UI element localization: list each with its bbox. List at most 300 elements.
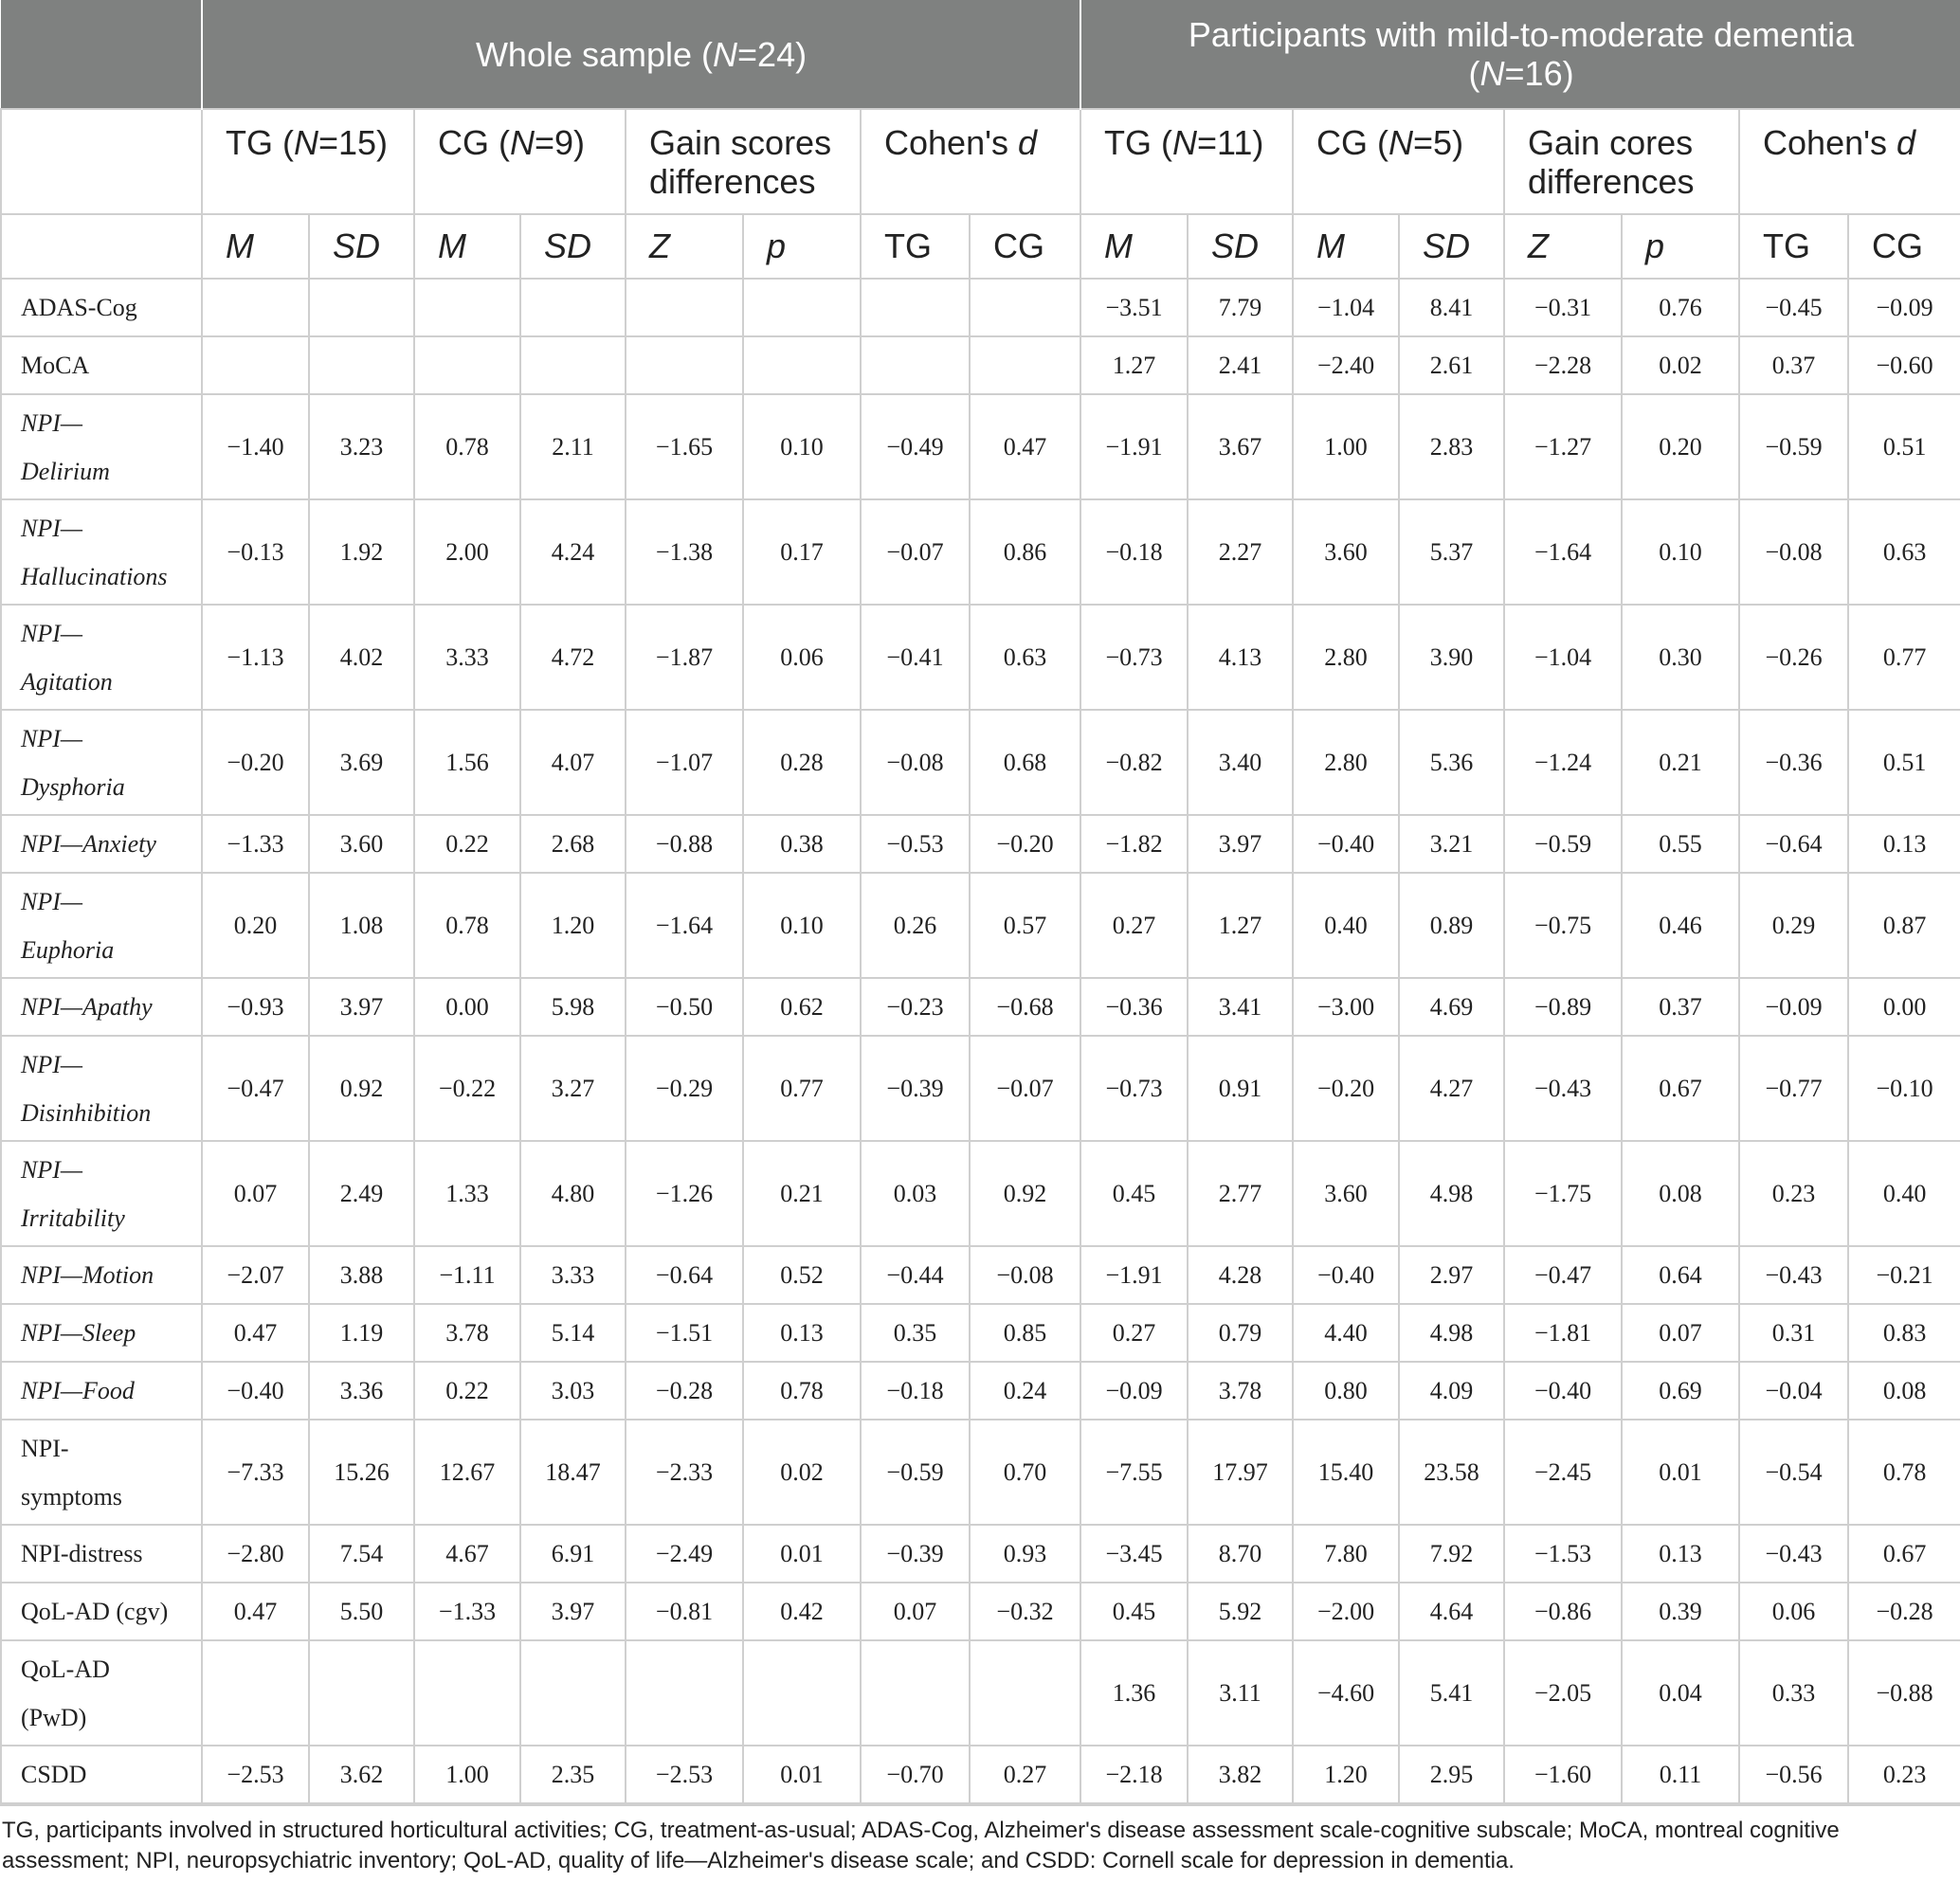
value-cell	[861, 279, 970, 336]
value-cell: 0.20	[1622, 394, 1739, 499]
value-cell: 1.00	[1293, 394, 1399, 499]
blank-subheader	[1, 109, 202, 214]
value-cell: −0.08	[861, 710, 970, 815]
value-cell: 6.91	[520, 1525, 626, 1583]
table-row	[1, 394, 1960, 499]
subheader-cg-mild: CG (N=5)	[1293, 109, 1504, 214]
row-label	[1, 1420, 202, 1525]
value-cell: −0.44	[861, 1246, 970, 1304]
value-cell	[309, 336, 414, 394]
row-label-line: NPI—Sleep	[21, 1319, 136, 1347]
value-cell: 0.07	[202, 1141, 309, 1246]
value-cell: −2.40	[1293, 336, 1399, 394]
value-cell: 3.21	[1399, 815, 1504, 873]
value-cell: 3.97	[520, 1583, 626, 1640]
value-cell: −3.51	[1080, 279, 1188, 336]
metric-header: SD	[520, 214, 626, 279]
value-cell	[970, 279, 1080, 336]
value-cell: 4.69	[1399, 978, 1504, 1036]
value-cell: −7.55	[1080, 1420, 1188, 1525]
value-cell: 2.35	[520, 1746, 626, 1803]
value-cell	[520, 336, 626, 394]
value-cell: 5.98	[520, 978, 626, 1036]
value-cell: 0.02	[743, 1420, 861, 1525]
value-cell: 0.17	[743, 499, 861, 605]
value-cell: 1.36	[1080, 1640, 1188, 1746]
value-cell: −0.41	[861, 605, 970, 710]
value-cell: 0.78	[743, 1362, 861, 1420]
group-header-mild: Participants with mild-to-moderate dementia (N=16)	[1080, 0, 1960, 109]
value-cell: −0.43	[1739, 1246, 1848, 1304]
value-cell: 0.06	[743, 605, 861, 710]
value-cell: −1.27	[1504, 394, 1622, 499]
value-cell: 0.10	[743, 394, 861, 499]
value-cell: −0.20	[202, 710, 309, 815]
row-label	[1, 1304, 202, 1362]
footnote-line-2: assessment; NPI, neuropsychiatric inventory; QoL-AD, quality of life—Alzheimer's disease scale; and CSDD: Cornell scale for depression in dementia.	[2, 1848, 1515, 1873]
value-cell: −3.00	[1293, 978, 1399, 1036]
value-cell: 0.10	[1622, 499, 1739, 605]
value-cell: −1.91	[1080, 394, 1188, 499]
value-cell: −2.49	[626, 1525, 743, 1583]
value-cell: 3.97	[1188, 815, 1293, 873]
value-cell: 0.67	[1622, 1036, 1739, 1141]
value-cell: −0.04	[1739, 1362, 1848, 1420]
value-cell: −0.40	[1504, 1362, 1622, 1420]
row-label-line: NPI—	[21, 514, 82, 542]
value-cell: 0.27	[1080, 1304, 1188, 1362]
value-cell: −0.59	[1739, 394, 1848, 499]
value-cell	[861, 336, 970, 394]
metric-header: M	[414, 214, 520, 279]
value-cell: 0.00	[1848, 978, 1960, 1036]
blank-metric	[1, 214, 202, 279]
value-cell: 2.00	[414, 499, 520, 605]
value-cell: 5.14	[520, 1304, 626, 1362]
value-cell: −0.49	[861, 394, 970, 499]
value-cell: 1.33	[414, 1141, 520, 1246]
value-cell: 0.21	[1622, 710, 1739, 815]
value-cell: −0.31	[1504, 279, 1622, 336]
value-cell	[861, 1640, 970, 1746]
value-cell: −0.26	[1739, 605, 1848, 710]
value-cell: 0.70	[970, 1420, 1080, 1525]
value-cell: 0.80	[1293, 1362, 1399, 1420]
table-row	[1, 1583, 1960, 1640]
table-row	[1, 336, 1960, 394]
value-cell: 0.85	[970, 1304, 1080, 1362]
value-cell: −1.75	[1504, 1141, 1622, 1246]
row-label	[1, 336, 202, 394]
row-label-line: Dysphoria	[21, 772, 125, 801]
value-cell: 15.40	[1293, 1420, 1399, 1525]
metric-header: M	[202, 214, 309, 279]
row-label-line: NPI—Anxiety	[21, 830, 156, 858]
value-cell: −0.29	[626, 1036, 743, 1141]
value-cell: 3.60	[309, 815, 414, 873]
value-cell: −1.07	[626, 710, 743, 815]
value-cell: 3.11	[1188, 1640, 1293, 1746]
value-cell: 0.40	[1848, 1141, 1960, 1246]
value-cell: −0.43	[1739, 1525, 1848, 1583]
metric-header: TG	[861, 214, 970, 279]
value-cell: 3.03	[520, 1362, 626, 1420]
value-cell: 0.04	[1622, 1640, 1739, 1746]
row-label	[1, 499, 202, 605]
value-cell: 0.27	[1080, 873, 1188, 978]
value-cell: 0.91	[1188, 1036, 1293, 1141]
value-cell: 2.49	[309, 1141, 414, 1246]
value-cell: 23.58	[1399, 1420, 1504, 1525]
value-cell	[414, 1640, 520, 1746]
value-cell: 2.95	[1399, 1746, 1504, 1803]
value-cell: 5.50	[309, 1583, 414, 1640]
value-cell: 1.20	[1293, 1746, 1399, 1803]
value-cell: 0.06	[1739, 1583, 1848, 1640]
value-cell: −0.82	[1080, 710, 1188, 815]
value-cell: 0.68	[970, 710, 1080, 815]
value-cell: 0.08	[1848, 1362, 1960, 1420]
value-cell: 3.97	[309, 978, 414, 1036]
value-cell: −1.82	[1080, 815, 1188, 873]
value-cell: 0.79	[1188, 1304, 1293, 1362]
value-cell: 1.27	[1188, 873, 1293, 978]
value-cell: 2.77	[1188, 1141, 1293, 1246]
row-label	[1, 1746, 202, 1803]
value-cell: 3.69	[309, 710, 414, 815]
value-cell: 0.40	[1293, 873, 1399, 978]
row-label-line: NPI—	[21, 724, 82, 752]
value-cell: −2.05	[1504, 1640, 1622, 1746]
table-row	[1, 978, 1960, 1036]
row-label	[1, 1525, 202, 1583]
value-cell: 0.86	[970, 499, 1080, 605]
value-cell: −0.64	[1739, 815, 1848, 873]
value-cell	[970, 336, 1080, 394]
value-cell: 4.28	[1188, 1246, 1293, 1304]
value-cell: 12.67	[414, 1420, 520, 1525]
value-cell: 3.60	[1293, 499, 1399, 605]
row-label-line: QoL-AD (cgv)	[21, 1598, 169, 1625]
value-cell	[626, 1640, 743, 1746]
value-cell: 8.41	[1399, 279, 1504, 336]
value-cell: 0.13	[743, 1304, 861, 1362]
value-cell: −0.81	[626, 1583, 743, 1640]
metric-header: SD	[309, 214, 414, 279]
value-cell: −1.11	[414, 1246, 520, 1304]
value-cell	[626, 336, 743, 394]
value-cell	[414, 336, 520, 394]
value-cell	[520, 1640, 626, 1746]
value-cell: −0.40	[1293, 1246, 1399, 1304]
row-label-line: (PwD)	[21, 1703, 87, 1731]
value-cell: 0.26	[861, 873, 970, 978]
value-cell: −0.56	[1739, 1746, 1848, 1803]
row-label	[1, 1246, 202, 1304]
value-cell: 0.78	[1848, 1420, 1960, 1525]
value-cell: −0.75	[1504, 873, 1622, 978]
value-cell: 0.31	[1739, 1304, 1848, 1362]
value-cell: −1.38	[626, 499, 743, 605]
value-cell: −1.13	[202, 605, 309, 710]
value-cell: −2.18	[1080, 1746, 1188, 1803]
metric-header: CG	[970, 214, 1080, 279]
table-row	[1, 499, 1960, 605]
value-cell: 7.54	[309, 1525, 414, 1583]
value-cell: 0.39	[1622, 1583, 1739, 1640]
value-cell: 1.56	[414, 710, 520, 815]
value-cell: −0.09	[1848, 279, 1960, 336]
value-cell: 0.47	[202, 1583, 309, 1640]
subheader-gain-mild: Gain cores differences	[1504, 109, 1739, 214]
value-cell: −0.36	[1080, 978, 1188, 1036]
value-cell: −0.09	[1080, 1362, 1188, 1420]
value-cell: 0.76	[1622, 279, 1739, 336]
value-cell: 2.27	[1188, 499, 1293, 605]
table-row	[1, 1746, 1960, 1803]
value-cell: 1.00	[414, 1746, 520, 1803]
value-cell: 0.37	[1739, 336, 1848, 394]
group-header-whole: Whole sample (N=24)	[202, 0, 1080, 109]
value-cell	[626, 279, 743, 336]
value-cell: −0.39	[861, 1525, 970, 1583]
row-label	[1, 978, 202, 1036]
value-cell: 0.35	[861, 1304, 970, 1362]
value-cell: 3.27	[520, 1036, 626, 1141]
metric-header: p	[743, 214, 861, 279]
value-cell: 18.47	[520, 1420, 626, 1525]
value-cell: −0.59	[1504, 815, 1622, 873]
metric-header-row	[1, 214, 1960, 279]
value-cell	[202, 1640, 309, 1746]
row-label-line: Agitation	[21, 667, 113, 696]
value-cell: −0.09	[1739, 978, 1848, 1036]
value-cell: −0.07	[970, 1036, 1080, 1141]
value-cell: 0.64	[1622, 1246, 1739, 1304]
row-label-line: ADAS-Cog	[21, 294, 137, 321]
value-cell: 0.55	[1622, 815, 1739, 873]
value-cell: −4.60	[1293, 1640, 1399, 1746]
value-cell: 1.08	[309, 873, 414, 978]
row-label-line: Delirium	[21, 457, 110, 485]
value-cell: −0.64	[626, 1246, 743, 1304]
value-cell: −1.91	[1080, 1246, 1188, 1304]
value-cell: 5.37	[1399, 499, 1504, 605]
value-cell: 0.29	[1739, 873, 1848, 978]
value-cell: 0.78	[414, 394, 520, 499]
row-label	[1, 279, 202, 336]
value-cell: 0.20	[202, 873, 309, 978]
value-cell: 0.87	[1848, 873, 1960, 978]
value-cell: 1.19	[309, 1304, 414, 1362]
metric-header: SD	[1399, 214, 1504, 279]
value-cell: −0.40	[1293, 815, 1399, 873]
table-row	[1, 1362, 1960, 1420]
table-row	[1, 815, 1960, 873]
value-cell: 0.77	[743, 1036, 861, 1141]
value-cell: 0.23	[1848, 1746, 1960, 1803]
metric-header: CG	[1848, 214, 1960, 279]
value-cell: −0.22	[414, 1036, 520, 1141]
value-cell: −2.28	[1504, 336, 1622, 394]
footnote-line-1: TG, participants involved in structured horticultural activities; CG, treatment-as-usual; ADAS-Cog, Alzheimer's disease assessment scale-cognitive subscale; MoCA, montreal cognitive	[2, 1818, 1840, 1843]
value-cell: −0.73	[1080, 605, 1188, 710]
value-cell: 0.92	[309, 1036, 414, 1141]
value-cell: 0.23	[1739, 1141, 1848, 1246]
row-label-line: NPI-distress	[21, 1540, 143, 1567]
row-label-line: CSDD	[21, 1761, 87, 1788]
value-cell: −0.70	[861, 1746, 970, 1803]
value-cell: −0.43	[1504, 1036, 1622, 1141]
value-cell: 3.33	[520, 1246, 626, 1304]
metric-header: p	[1622, 214, 1739, 279]
value-cell: −1.87	[626, 605, 743, 710]
value-cell: 4.27	[1399, 1036, 1504, 1141]
value-cell: −0.89	[1504, 978, 1622, 1036]
value-cell: −1.33	[202, 815, 309, 873]
value-cell: −2.53	[626, 1746, 743, 1803]
value-cell: 17.97	[1188, 1420, 1293, 1525]
value-cell: 5.41	[1399, 1640, 1504, 1746]
value-cell: −0.73	[1080, 1036, 1188, 1141]
value-cell: 0.83	[1848, 1304, 1960, 1362]
value-cell: 7.92	[1399, 1525, 1504, 1583]
value-cell: 4.64	[1399, 1583, 1504, 1640]
value-cell: −2.80	[202, 1525, 309, 1583]
value-cell: −0.93	[202, 978, 309, 1036]
value-cell: −1.04	[1293, 279, 1399, 336]
value-cell: 7.80	[1293, 1525, 1399, 1583]
blank-corner	[1, 0, 202, 109]
value-cell: 0.22	[414, 1362, 520, 1420]
value-cell: −0.36	[1739, 710, 1848, 815]
value-cell: 3.82	[1188, 1746, 1293, 1803]
value-cell: 0.92	[970, 1141, 1080, 1246]
value-cell: −0.28	[626, 1362, 743, 1420]
value-cell: 0.33	[1739, 1640, 1848, 1746]
table-row	[1, 279, 1960, 336]
value-cell: 5.92	[1188, 1583, 1293, 1640]
row-label	[1, 1036, 202, 1141]
subheader-cohen-mild: Cohen's d	[1739, 109, 1960, 214]
value-cell: 7.79	[1188, 279, 1293, 336]
value-cell: −1.64	[1504, 499, 1622, 605]
value-cell: −1.33	[414, 1583, 520, 1640]
value-cell: −0.40	[202, 1362, 309, 1420]
row-label	[1, 873, 202, 978]
value-cell: −1.81	[1504, 1304, 1622, 1362]
value-cell: 0.07	[861, 1583, 970, 1640]
value-cell: 0.00	[414, 978, 520, 1036]
value-cell: 3.88	[309, 1246, 414, 1304]
value-cell: −7.33	[202, 1420, 309, 1525]
value-cell: −0.60	[1848, 336, 1960, 394]
value-cell: 4.02	[309, 605, 414, 710]
value-cell: −0.20	[1293, 1036, 1399, 1141]
value-cell: 0.02	[1622, 336, 1739, 394]
row-label-line: Irritability	[21, 1203, 125, 1232]
value-cell: 0.63	[970, 605, 1080, 710]
value-cell: 4.40	[1293, 1304, 1399, 1362]
value-cell: 2.80	[1293, 710, 1399, 815]
value-cell: 1.27	[1080, 336, 1188, 394]
metric-header: Z	[626, 214, 743, 279]
value-cell: 0.51	[1848, 394, 1960, 499]
value-cell: −2.45	[1504, 1420, 1622, 1525]
table-row	[1, 605, 1960, 710]
row-label	[1, 1141, 202, 1246]
value-cell: 4.07	[520, 710, 626, 815]
table-row	[1, 1246, 1960, 1304]
row-label	[1, 710, 202, 815]
value-cell: 2.41	[1188, 336, 1293, 394]
row-label	[1, 815, 202, 873]
metric-header: M	[1080, 214, 1188, 279]
value-cell: −0.18	[861, 1362, 970, 1420]
subheader-tg-whole: TG (N=15)	[202, 109, 414, 214]
row-label	[1, 1362, 202, 1420]
value-cell	[970, 1640, 1080, 1746]
row-label-line: NPI—Apathy	[21, 993, 153, 1021]
value-cell: 4.09	[1399, 1362, 1504, 1420]
value-cell: −0.18	[1080, 499, 1188, 605]
value-cell: 0.93	[970, 1525, 1080, 1583]
value-cell: 2.97	[1399, 1246, 1504, 1304]
value-cell: −2.07	[202, 1246, 309, 1304]
value-cell: −0.45	[1739, 279, 1848, 336]
table-row	[1, 710, 1960, 815]
subheader-cohen-whole: Cohen's d	[861, 109, 1080, 214]
value-cell: 0.07	[1622, 1304, 1739, 1362]
table-row	[1, 1141, 1960, 1246]
value-cell: 0.22	[414, 815, 520, 873]
value-cell: −0.86	[1504, 1583, 1622, 1640]
value-cell: 0.13	[1848, 815, 1960, 873]
value-cell: −1.53	[1504, 1525, 1622, 1583]
value-cell: −0.08	[970, 1246, 1080, 1304]
value-cell: −0.77	[1739, 1036, 1848, 1141]
value-cell: −2.53	[202, 1746, 309, 1803]
value-cell: 2.80	[1293, 605, 1399, 710]
table-body	[1, 279, 1960, 1803]
value-cell: −2.00	[1293, 1583, 1399, 1640]
value-cell: −1.60	[1504, 1746, 1622, 1803]
value-cell: −0.32	[970, 1583, 1080, 1640]
value-cell: −0.28	[1848, 1583, 1960, 1640]
value-cell: 4.98	[1399, 1141, 1504, 1246]
value-cell: 2.11	[520, 394, 626, 499]
value-cell: −0.68	[970, 978, 1080, 1036]
table-row	[1, 873, 1960, 978]
value-cell: −1.40	[202, 394, 309, 499]
value-cell: −0.47	[202, 1036, 309, 1141]
value-cell: 3.41	[1188, 978, 1293, 1036]
value-cell: −0.13	[202, 499, 309, 605]
value-cell: 0.38	[743, 815, 861, 873]
value-cell: 0.47	[202, 1304, 309, 1362]
value-cell: 0.63	[1848, 499, 1960, 605]
metric-header: SD	[1188, 214, 1293, 279]
value-cell: 0.46	[1622, 873, 1739, 978]
table-row	[1, 1304, 1960, 1362]
value-cell: 3.23	[309, 394, 414, 499]
value-cell: 4.80	[520, 1141, 626, 1246]
value-cell: −1.64	[626, 873, 743, 978]
value-cell: 0.78	[414, 873, 520, 978]
metric-header: Z	[1504, 214, 1622, 279]
value-cell: −0.10	[1848, 1036, 1960, 1141]
row-label-line: symptoms	[21, 1482, 122, 1511]
